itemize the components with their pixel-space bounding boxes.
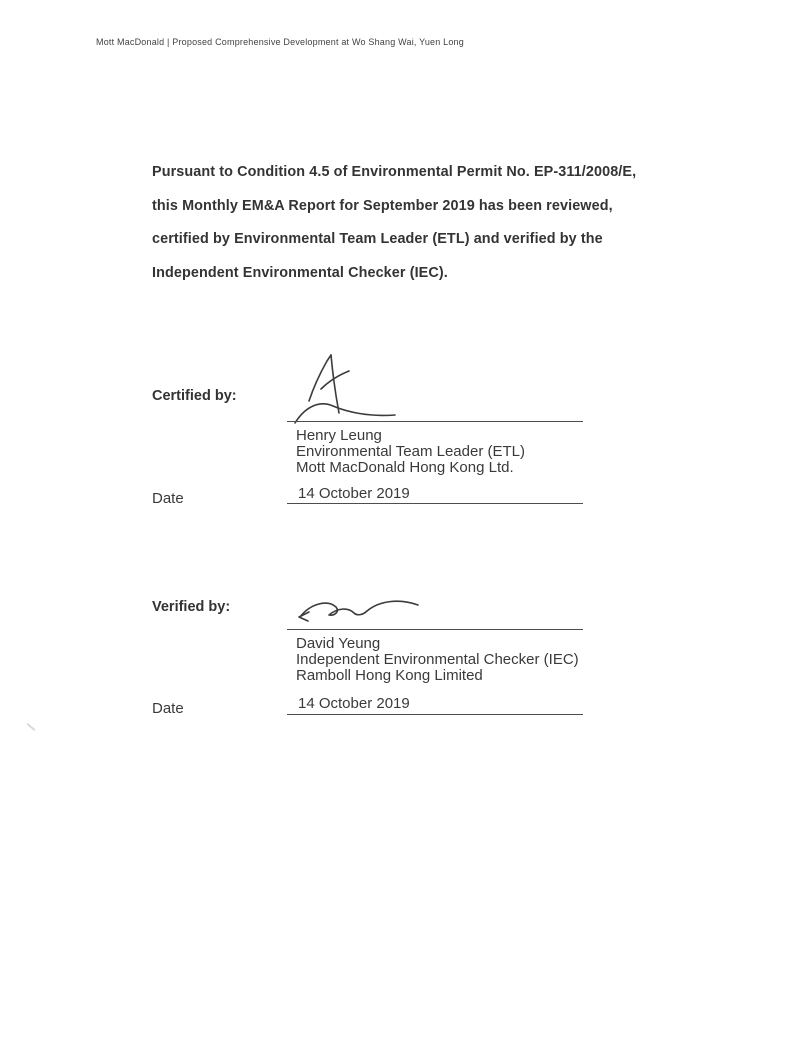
verifier-title: Independent Environmental Checker (IEC) — [296, 650, 579, 668]
scan-artifact — [27, 723, 36, 731]
date-line — [287, 503, 583, 504]
verifier-company: Ramboll Hong Kong Limited — [296, 666, 483, 684]
statement-line: certified by Environmental Team Leader (ETL) and verified by the — [152, 231, 603, 248]
certifier-title: Environmental Team Leader (ETL) — [296, 442, 525, 460]
handwritten-signature-icon — [285, 585, 435, 635]
verifier-name: David Yeung — [296, 635, 381, 652]
verified-by-label: Verified by: — [152, 599, 231, 615]
document-header: Mott MacDonald | Proposed Comprehensive Development at Wo Shang Wai, Yuen Long — [96, 37, 464, 47]
certifier-name: Henry Leung — [296, 427, 382, 444]
date-label: Date — [152, 490, 184, 507]
statement-line: Pursuant to Condition 4.5 of Environmental Permit No. EP-311/2008/E, — [152, 164, 637, 180]
verified-date-value: 14 October 2019 — [298, 695, 410, 712]
date-line — [287, 714, 583, 715]
signature-line — [287, 421, 583, 422]
handwritten-signature-icon — [285, 345, 425, 425]
certified-by-label: Certified by: — [152, 388, 237, 404]
certification-statement — [152, 156, 662, 290]
date-label: Date — [152, 700, 184, 717]
certifier-details — [296, 428, 525, 475]
verifier-details — [296, 636, 579, 683]
certifier-company: Mott MacDonald Hong Kong Ltd. — [296, 458, 514, 476]
statement-line: this Monthly EM&A Report for September 2019 has been reviewed, — [152, 197, 613, 214]
certified-date-value: 14 October 2019 — [298, 485, 410, 502]
signature-line — [287, 629, 583, 630]
statement-line: Independent Environmental Checker (IEC). — [152, 264, 448, 281]
